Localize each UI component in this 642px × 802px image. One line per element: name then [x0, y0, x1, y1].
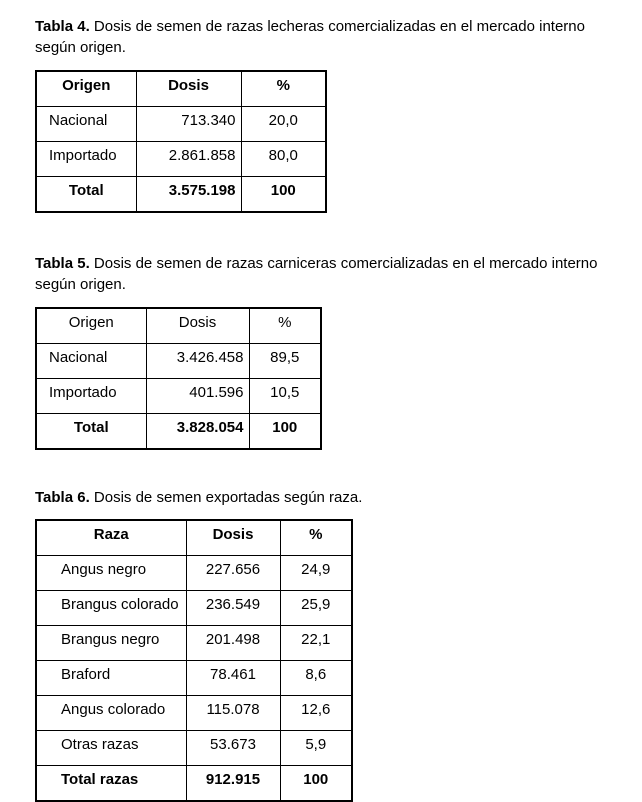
cell-pct: 12,6 — [280, 696, 352, 731]
cell-raza: Brangus colorado — [36, 591, 186, 626]
tabla-4-header-dosis: Dosis — [136, 71, 241, 107]
cell-origen: Importado — [36, 379, 146, 414]
tabla-6-caption — [35, 487, 622, 508]
cell-origen: Importado — [36, 142, 136, 177]
cell-total-label: Total — [36, 414, 146, 450]
table-row — [36, 344, 321, 379]
cell-pct: 10,5 — [249, 379, 321, 414]
tabla-5 — [35, 307, 322, 450]
table-row — [36, 107, 326, 142]
table-row — [36, 731, 352, 766]
cell-origen: Nacional — [36, 107, 136, 142]
cell-pct: 8,6 — [280, 661, 352, 696]
cell-dosis: 401.596 — [146, 379, 249, 414]
cell-pct: 20,0 — [241, 107, 326, 142]
cell-total-dosis: 912.915 — [186, 766, 280, 802]
tabla-4 — [35, 70, 327, 213]
table-row — [36, 696, 352, 731]
tabla-5-header-origen: Origen — [36, 308, 146, 344]
tabla-5-caption-text: Dosis de semen de razas carniceras comercializadas en el mercado interno según origen. — [35, 255, 598, 293]
cell-raza: Angus colorado — [36, 696, 186, 731]
cell-raza: Brangus negro — [36, 626, 186, 661]
table-row — [36, 379, 321, 414]
total-row — [36, 766, 352, 802]
cell-total-pct: 100 — [280, 766, 352, 802]
total-row — [36, 414, 321, 450]
cell-dosis: 713.340 — [136, 107, 241, 142]
cell-total-label: Total razas — [36, 766, 186, 802]
cell-pct: 89,5 — [249, 344, 321, 379]
table-row — [36, 142, 326, 177]
tabla-5-header-dosis: Dosis — [146, 308, 249, 344]
cell-raza: Angus negro — [36, 556, 186, 591]
tabla-6-caption-text: Dosis de semen exportadas según raza. — [89, 489, 363, 506]
cell-origen: Nacional — [36, 344, 146, 379]
cell-dosis: 2.861.858 — [136, 142, 241, 177]
table-row — [36, 626, 352, 661]
cell-raza: Braford — [36, 661, 186, 696]
cell-total-dosis: 3.575.198 — [136, 177, 241, 213]
tabla-5-caption — [35, 253, 622, 295]
cell-total-label: Total — [36, 177, 136, 213]
cell-total-pct: 100 — [249, 414, 321, 450]
tabla-6-header-pct: % — [280, 520, 352, 556]
cell-raza: Otras razas — [36, 731, 186, 766]
cell-pct: 80,0 — [241, 142, 326, 177]
tabla-4-header-pct: % — [241, 71, 326, 107]
cell-dosis: 201.498 — [186, 626, 280, 661]
cell-dosis: 236.549 — [186, 591, 280, 626]
tabla-6-caption-label: Tabla 6. — [35, 489, 90, 506]
table-row — [36, 661, 352, 696]
tabla-4-header-origen: Origen — [36, 71, 136, 107]
cell-total-dosis: 3.828.054 — [146, 414, 249, 450]
tabla-6-header-raza: Raza — [36, 520, 186, 556]
cell-pct: 25,9 — [280, 591, 352, 626]
table-row — [36, 556, 352, 591]
tabla-6-header-row — [36, 520, 352, 556]
tabla-4-caption-text: Dosis de semen de razas lecheras comercializadas en el mercado interno según origen. — [35, 18, 585, 56]
tabla-5-header-pct: % — [249, 308, 321, 344]
total-row — [36, 177, 326, 213]
tabla-4-header-row — [36, 71, 326, 107]
cell-pct: 24,9 — [280, 556, 352, 591]
cell-dosis: 3.426.458 — [146, 344, 249, 379]
tabla-5-header-row — [36, 308, 321, 344]
table-row — [36, 591, 352, 626]
tabla-6-header-dosis: Dosis — [186, 520, 280, 556]
tabla-5-caption-label: Tabla 5. — [35, 255, 90, 272]
cell-pct: 5,9 — [280, 731, 352, 766]
tabla-4-caption-label: Tabla 4. — [35, 18, 90, 35]
cell-dosis: 227.656 — [186, 556, 280, 591]
tabla-4-caption — [35, 16, 622, 58]
cell-total-pct: 100 — [241, 177, 326, 213]
cell-dosis: 53.673 — [186, 731, 280, 766]
cell-pct: 22,1 — [280, 626, 352, 661]
cell-dosis: 115.078 — [186, 696, 280, 731]
tabla-6 — [35, 519, 353, 802]
cell-dosis: 78.461 — [186, 661, 280, 696]
